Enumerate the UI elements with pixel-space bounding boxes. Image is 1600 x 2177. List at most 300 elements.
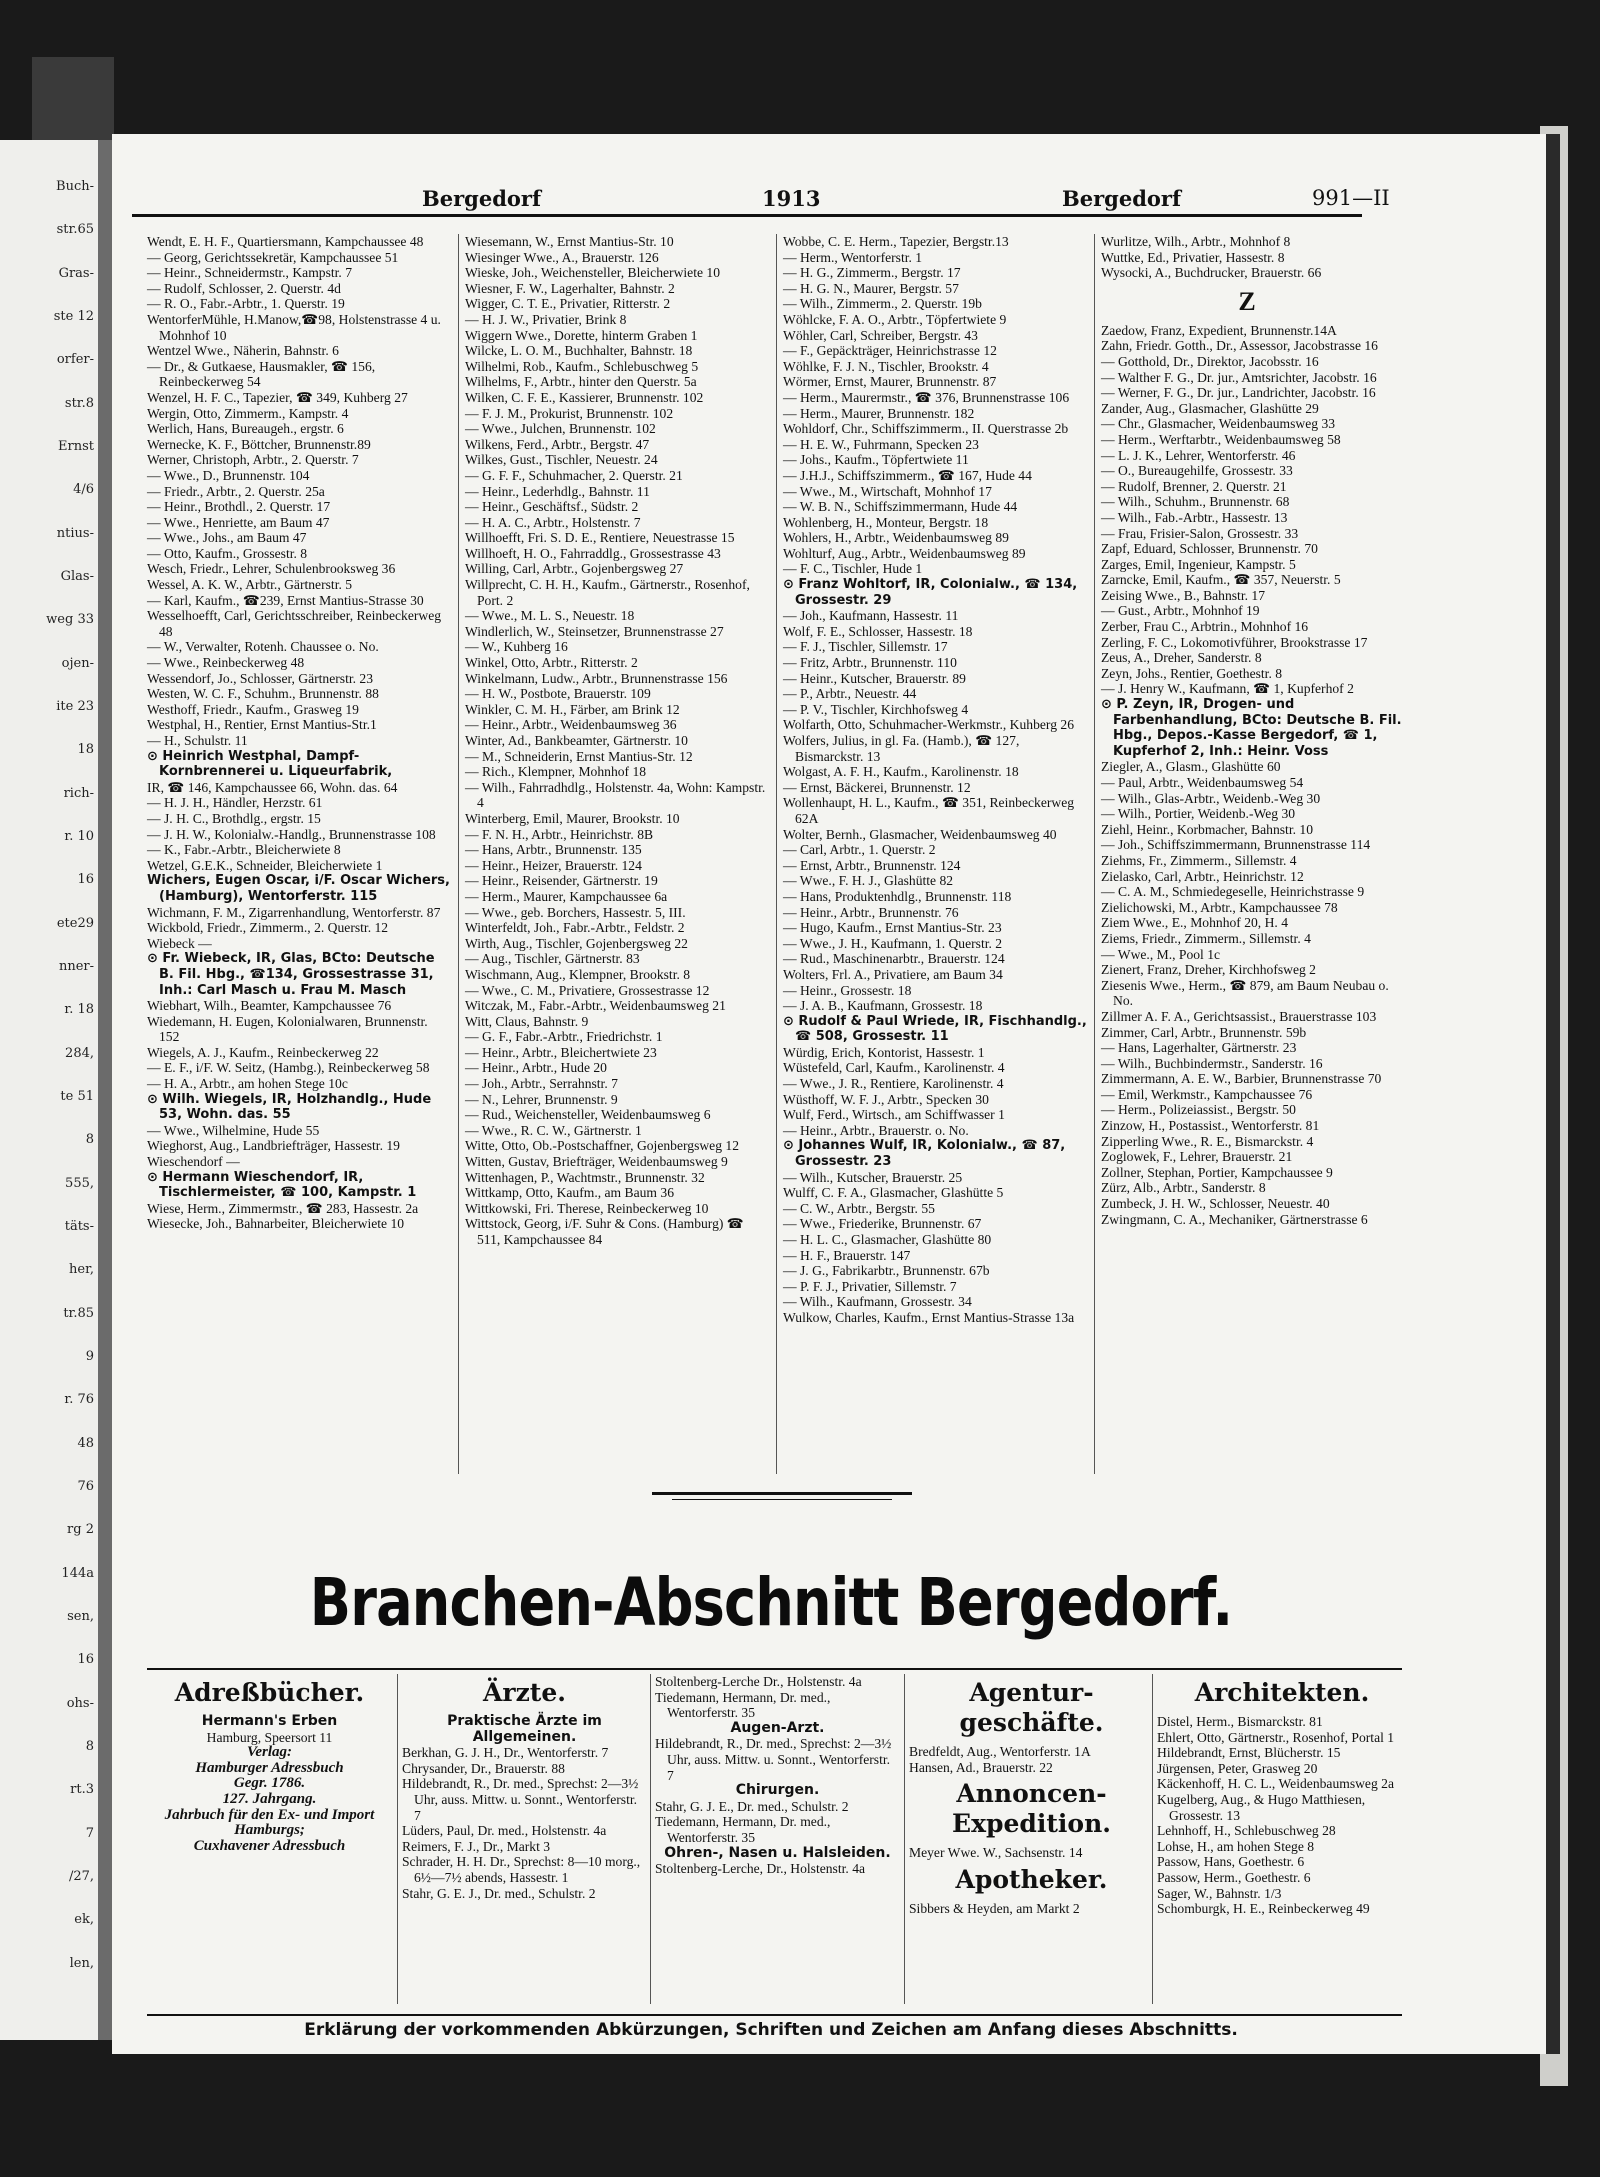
directory-entry: ⊙ Rudolf & Paul Wriede, IR, Fischhandlg., ☎ 508, Grossestr. 11 xyxy=(783,1013,1087,1045)
directory-entry: Ziem Wwe., E., Mohnhof 20, H. 4 xyxy=(1101,915,1289,931)
previous-page-fragment: r. 18 xyxy=(64,1002,94,1018)
previous-page-fragment: nner- xyxy=(58,959,94,974)
directory-entry: — Heinr., Arbtr., Weidenbaumsweg 36 xyxy=(465,717,677,733)
directory-entry: Willing, Carl, Arbtr., Gojenbergsweg 27 xyxy=(465,561,684,577)
directory-entry: Winterberg, Emil, Maurer, Brookstr. 10 xyxy=(465,810,680,826)
branch-subheading: Hermann's Erben xyxy=(201,1713,338,1729)
directory-entry: — Frau, Frisier-Salon, Grossestr. 33 xyxy=(1101,525,1299,541)
directory-entry: Wolfers, Julius, in gl. Fa. (Hamb.), ☎ 127, Bismarckstr. 13 xyxy=(783,733,1020,764)
directory-entry: Ziesenis Wwe., Herm., ☎ 879, am Baum Neubau o. No. xyxy=(1101,977,1389,1009)
directory-entry: Zaedow, Franz, Expedient, Brunnenstr.14A xyxy=(1101,322,1337,338)
directory-entry: — Joh., Kaufmann, Hassestr. 11 xyxy=(783,608,959,624)
directory-entry: — Wwe., geb. Borchers, Hassestr. 5, III. xyxy=(465,904,686,920)
branch-heading: Agentur- geschäfte. xyxy=(959,1678,1104,1737)
directory-entry: Winkelmann, Ludw., Arbtr., Brunnenstrasse 156 xyxy=(465,670,728,686)
previous-page-fragment: te 51 xyxy=(60,1089,94,1104)
directory-entry: — Hans, Arbtr., Brunnenstr. 135 xyxy=(465,842,642,858)
directory-entry: — Herm., Maurermstr., ☎ 376, Brunnenstrasse 106 xyxy=(783,389,1070,405)
directory-entry: — Werner, F. G., Dr. jur., Landrichter, Jacobstr. 16 xyxy=(1101,385,1376,401)
directory-entry: Wenzel, H. F. C., Tapezier, ☎ 349, Kuhberg 27 xyxy=(147,389,408,405)
branch-entry: Ehlert, Otto, Gärtnerstr., Rosenhof, Portal 1 xyxy=(1157,1729,1395,1745)
directory-entry: Wischmann, Aug., Klempner, Brookstr. 8 xyxy=(465,966,691,982)
directory-entry: — Gotthold, Dr., Direktor, Jacobsstr. 16 xyxy=(1101,353,1319,369)
previous-page-fragment: str.8 xyxy=(64,395,94,411)
directory-entry: — J. Henry W., Kaufmann, ☎ 1, Kupferhof 2 xyxy=(1101,681,1354,697)
branch-heading: Architekten. xyxy=(1194,1678,1370,1707)
directory-entry: Zipperling Wwe., R. E., Bismarckstr. 4 xyxy=(1101,1133,1314,1149)
directory-entry: Wulkow, Charles, Kaufm., Ernst Mantius-Strasse 13a xyxy=(783,1309,1075,1325)
previous-page-fragment: ntius- xyxy=(56,525,94,541)
directory-entry: Zerber, Frau C., Arbtrin., Mohnhof 16 xyxy=(1101,619,1309,635)
directory-entry: Westen, W. C. F., Schuhm., Brunnenstr. 88 xyxy=(147,686,379,702)
directory-entry: Wollenhaupt, H. L., Kaufm., ☎ 351, Reinbeckerweg 62A xyxy=(783,795,1075,826)
directory-entry: — Hans, Produktenhdlg., Brunnenstr. 118 xyxy=(783,888,1012,904)
directory-entry: — Rudolf, Schlosser, 2. Querstr. 4d xyxy=(147,280,341,296)
previous-page-fragment: sen, xyxy=(67,1609,94,1624)
running-header xyxy=(112,186,1422,226)
branchen-column-4 xyxy=(909,1674,1154,1916)
previous-page-fragment: str.65 xyxy=(56,222,94,238)
directory-entry: Witczak, M., Fabr.-Arbtr., Weidenbaumsweg 21 xyxy=(465,998,726,1014)
directory-entry: — Wwe., C. M., Privatiere, Grossestrasse 12 xyxy=(465,982,710,998)
directory-entry: — Heinr., Arbtr., Hude 20 xyxy=(465,1060,607,1076)
branch-entry: Sager, W., Bahnstr. 1/3 xyxy=(1157,1885,1282,1901)
previous-page-fragment: 7 xyxy=(85,1825,94,1841)
previous-page-fragment: 284, xyxy=(65,1045,94,1061)
previous-page-fragment: /27, xyxy=(68,1869,94,1884)
directory-entry: Zeising Wwe., B., Bahnstr. 17 xyxy=(1101,587,1265,603)
directory-entry: Zapf, Eduard, Schlosser, Brunnenstr. 70 xyxy=(1101,541,1318,557)
branch-entry: Hildebrandt, R., Dr. med., Sprechst: 2—3½ Uhr, auss. Mittw. u. Sonnt., Wentorferstr. 7 xyxy=(402,1776,639,1823)
directory-entry: Werner, Christoph, Arbtr., 2. Querstr. 7 xyxy=(147,452,359,468)
directory-entry: Wiesemann, W., Ernst Mantius-Str. 10 xyxy=(465,234,674,249)
branch-entry: Lohse, H., am hohen Stege 8 xyxy=(1157,1838,1315,1854)
branch-entry: Lehnhoff, H., Schlebuschweg 28 xyxy=(1157,1823,1336,1839)
branch-heading: Apotheker. xyxy=(955,1864,1108,1894)
directory-entry: — Wilh., Fab.-Arbtr., Hassestr. 13 xyxy=(1101,509,1288,525)
branchen-column-1 xyxy=(147,1674,392,1854)
directory-entry: Wieschendorf — xyxy=(147,1154,240,1170)
directory-entry: — H. L. C., Glasmacher, Glashütte 80 xyxy=(783,1232,992,1247)
directory-entry: — Friedr., Arbtr., 2. Querstr. 25a xyxy=(147,483,325,499)
column-divider xyxy=(1152,1674,1153,2004)
header-place-right: Bergedorf xyxy=(1062,186,1182,211)
directory-entry: — Wwe., Reinbeckerweg 48 xyxy=(147,655,305,671)
directory-entry: Wuttke, Ed., Privatier, Hassestr. 8 xyxy=(1101,249,1285,265)
column-divider xyxy=(397,1674,398,2004)
branch-entry: Schrader, H. H. Dr., Sprechst: 8—10 morg., 6½—7½ abends, Hassestr. 1 xyxy=(402,1854,641,1885)
branch-subheading: Augen-Arzt. xyxy=(730,1719,825,1736)
directory-entry: Wiebhart, Wilh., Beamter, Kampchaussee 76 xyxy=(147,998,392,1014)
directory-entry: — H. A. C., Arbtr., Holstenstr. 7 xyxy=(465,514,641,530)
directory-entry: Wüsthoff, W. F. J., Arbtr., Specken 30 xyxy=(783,1091,989,1107)
directory-entry: — Walther F. G., Dr. jur., Amtsrichter, Jacobstr. 16 xyxy=(1101,369,1377,385)
directory-entry: — Hans, Lagerhalter, Gärtnerstr. 23 xyxy=(1101,1040,1297,1056)
directory-entry: Wohlers, H., Arbtr., Weidenbaumsweg 89 xyxy=(783,530,1009,546)
column-3 xyxy=(783,234,1087,1326)
branch-heading: Annoncen- Expedition. xyxy=(952,1779,1111,1839)
directory-entry: Wickbold, Friedr., Zimmerm., 2. Querstr. 12 xyxy=(147,920,389,936)
branch-subheading: Ohren-, Nasen u. Halsleiden. xyxy=(664,1844,891,1861)
directory-entry: Wilhelmi, Rob., Kaufm., Schlebuschweg 5 xyxy=(465,358,699,374)
directory-entry: Westhoff, Friedr., Kaufm., Grasweg 19 xyxy=(147,701,359,717)
directory-entry: — Georg, Gerichtssekretär, Kampchaussee 51 xyxy=(147,249,399,265)
directory-entry: — Carl, Arbtr., 1. Querstr. 2 xyxy=(783,842,936,858)
directory-entry: — E. F., i/F. W. Seitz, (Hambg.), Reinbeckerweg 58 xyxy=(147,1060,430,1076)
previous-page-fragment: Glas- xyxy=(60,569,94,584)
directory-entry: — K., Fabr.-Arbtr., Bleicherwiete 8 xyxy=(147,842,341,858)
branch-entry: Tiedemann, Hermann, Dr. med., Wentorferstr. 35 xyxy=(655,1689,831,1721)
directory-entry: — Fritz, Arbtr., Brunnenstr. 110 xyxy=(783,655,957,671)
directory-entry: — Wwe., Julchen, Brunnenstr. 102 xyxy=(465,421,656,437)
directory-entry: — F. J., Tischler, Sillemstr. 17 xyxy=(783,639,948,655)
directory-entry: Wöhler, Carl, Schreiber, Bergstr. 43 xyxy=(783,327,978,343)
directory-entry: — Wilh., Buchbindermstr., Sanderstr. 16 xyxy=(1101,1055,1323,1071)
directory-entry: Würdig, Erich, Kontorist, Hassestr. 1 xyxy=(783,1044,985,1060)
directory-entry: Wilkes, Gust., Tischler, Neuestr. 24 xyxy=(465,452,658,468)
branch-entry: Hansen, Ad., Brauerstr. 22 xyxy=(909,1759,1053,1775)
previous-page-fragment: ohs- xyxy=(66,1695,94,1711)
directory-entry: Wessendorf, Jo., Schlosser, Gärtnerstr. 23 xyxy=(147,670,374,686)
directory-entry: — C. W., Arbtr., Bergstr. 55 xyxy=(783,1200,935,1216)
directory-entry: Wilkens, Ferd., Arbtr., Bergstr. 47 xyxy=(465,436,650,452)
directory-entry: — H. E. W., Fuhrmann, Specken 23 xyxy=(783,436,979,452)
branchen-column-2 xyxy=(402,1674,647,1901)
directory-entry: — Heinr., Arbtr., Brauerstr. o. No. xyxy=(783,1122,969,1138)
previous-page-fragment: 9 xyxy=(85,1349,94,1364)
directory-entry: — J. H. W., Kolonialw.-Handlg., Brunnenstrasse 108 xyxy=(147,826,436,842)
previous-page-fragment: orfer- xyxy=(56,352,94,368)
directory-entry: — Wilh., Schuhm., Brunnenstr. 68 xyxy=(1101,494,1290,510)
previous-page-strip xyxy=(0,140,101,2040)
directory-entry: — Chr., Glasmacher, Weidenbaumsweg 33 xyxy=(1101,416,1336,432)
directory-entry: Wesch, Friedr., Lehrer, Schulenbrooksweg 36 xyxy=(147,561,396,577)
directory-entry: — Rich., Klempner, Mohnhof 18 xyxy=(465,764,647,780)
directory-entry: — Wwe., R. C. W., Gärtnerstr. 1 xyxy=(465,1122,642,1138)
branchen-column-3 xyxy=(655,1674,900,1877)
branch-entry: Kugelberg, Aug., & Hugo Matthiesen, Grossestr. 13 xyxy=(1157,1791,1366,1823)
directory-entry: — Ernst, Arbtr., Brunnenstr. 124 xyxy=(783,857,961,873)
directory-columns xyxy=(147,234,1417,1494)
previous-page-fragment: ite 23 xyxy=(56,699,94,714)
branch-subheading: Jahrbuch für den Ex- und Import Hamburgs; xyxy=(164,1806,375,1839)
directory-entry: — G. F. F., Schuhmacher, 2. Querstr. 21 xyxy=(465,467,683,483)
branch-entry: Jürgensen, Peter, Grasweg 20 xyxy=(1157,1760,1318,1776)
directory-entry: Witten, Gustav, Briefträger, Weidenbaumsweg 9 xyxy=(465,1154,728,1170)
directory-entry: — Wwe., M., Wirtschaft, Mohnhof 17 xyxy=(783,483,992,499)
branch-subheading: Hamburg, Speersort 11 xyxy=(206,1729,333,1745)
directory-entry: Wigger, C. T. E., Privatier, Ritterstr. 2 xyxy=(465,296,671,312)
directory-entry: — F. J. M., Prokurist, Brunnenstr. 102 xyxy=(465,405,674,421)
directory-entry: Wichers, Eugen Oscar, i/F. Oscar Wichers, (Hamburg), Wentorferstr. 115 xyxy=(147,873,450,904)
directory-entry: — Heinr., Kutscher, Brauerstr. 89 xyxy=(783,670,966,686)
directory-entry: — Wwe., J. H., Kaufmann, 1. Querstr. 2 xyxy=(783,935,1003,951)
directory-entry: Wittenhagen, P., Wachtmstr., Brunnenstr. 32 xyxy=(465,1169,705,1185)
directory-entry: — W., Kuhberg 16 xyxy=(465,639,568,655)
branch-subheading: Cuxhavener Adressbuch xyxy=(193,1837,346,1854)
directory-entry: Zwingmann, C. A., Mechaniker, Gärtnerstrasse 6 xyxy=(1101,1211,1368,1227)
directory-entry: — Heinr., Reisender, Gärtnerstr. 19 xyxy=(465,873,658,889)
directory-entry: — H. G. N., Maurer, Bergstr. 57 xyxy=(783,280,959,296)
directory-entry: ⊙ P. Zeyn, IR, Drogen- und Farbenhandlung, BCto: Deutsche B. Fil. Hbg., Depos.-Kasse Bergedorf, ☎ 1, Kupferhof 2, Inh.: Heinr. Voss xyxy=(1101,697,1402,759)
directory-entry: Wohlenberg, H., Monteur, Bergstr. 18 xyxy=(783,514,989,530)
section-separator-thin xyxy=(672,1499,892,1500)
branchen-rule xyxy=(147,1668,1402,1670)
directory-entry: Wergin, Otto, Zimmerm., Kampstr. 4 xyxy=(147,405,349,421)
directory-entry: Zumbeck, J. H. W., Schlosser, Neuestr. 40 xyxy=(1101,1196,1330,1212)
branch-entry: Meyer Wwe. W., Sachsenstr. 14 xyxy=(909,1845,1083,1861)
directory-entry: — Heinr., Lederhdlg., Bahnstr. 11 xyxy=(465,483,650,499)
directory-entry: — Heinr., Grossestr. 18 xyxy=(783,982,912,998)
directory-entry: — H. A., Arbtr., am hohen Stege 10c xyxy=(147,1076,348,1092)
directory-entry: Zienert, Franz, Dreher, Kirchhofsweg 2 xyxy=(1101,962,1316,978)
directory-entry: — Wilh., Portier, Weidenb.-Weg 30 xyxy=(1101,806,1296,822)
directory-entry: Wiedemann, H. Eugen, Kolonialwaren, Brunnenstr. 152 xyxy=(147,1013,428,1045)
directory-entry: — G. F., Fabr.-Arbtr., Friedrichstr. 1 xyxy=(465,1029,663,1045)
branch-subheading: Verlag: xyxy=(247,1744,292,1761)
directory-entry: Wiese, Herm., Zimmermstr., ☎ 283, Hassestr. 2a xyxy=(147,1200,419,1216)
directory-entry: Zürz, Alb., Arbtr., Sanderstr. 8 xyxy=(1101,1180,1266,1196)
directory-entry: — P. V., Tischler, Kirchhofsweg 4 xyxy=(783,701,969,717)
directory-entry: — Hugo, Kaufm., Ernst Mantius-Str. 23 xyxy=(783,920,1002,936)
header-year: 1913 xyxy=(762,186,821,211)
previous-page-fragment: 48 xyxy=(77,1435,94,1451)
previous-page-fragment: ojen- xyxy=(61,655,94,671)
directory-entry: Zarncke, Emil, Kaufm., ☎ 357, Neuerstr. 5 xyxy=(1101,572,1341,588)
directory-entry: Wulf, Ferd., Wirtsch., am Schiffwasser 1 xyxy=(783,1107,1005,1123)
directory-entry: ⊙ Wilh. Wiegels, IR, Holzhandlg., Hude 53, Wohn. das. 55 xyxy=(147,1091,432,1123)
directory-entry: — F. C., Tischler, Hude 1 xyxy=(783,561,923,577)
directory-entry: Wöhlcke, F. A. O., Arbtr., Töpfertwiete 9 xyxy=(783,311,1007,327)
directory-entry: — F. N. H., Arbtr., Heinrichstr. 8B xyxy=(465,826,654,842)
previous-page-fragment: 18 xyxy=(77,742,94,758)
directory-entry: Zarges, Emil, Ingenieur, Kampstr. 5 xyxy=(1101,556,1296,572)
directory-entry: Zimmer, Carl, Arbtr., Brunnenstr. 59b xyxy=(1101,1024,1307,1040)
directory-entry: Zahn, Friedr. Gotth., Dr., Assessor, Jacobstrasse 16 xyxy=(1101,338,1378,354)
previous-page-fragment: her, xyxy=(69,1262,94,1278)
directory-entry: — Wwe., Friederike, Brunnenstr. 67 xyxy=(783,1216,982,1232)
directory-entry: — Herm., Wentorferstr. 1 xyxy=(783,249,923,265)
directory-entry: — Heinr., Arbtr., Bleichertwiete 23 xyxy=(465,1044,657,1060)
directory-entry: — P. F. J., Privatier, Sillemstr. 7 xyxy=(783,1278,957,1294)
branch-entry: Passow, Hans, Goethestr. 6 xyxy=(1157,1854,1305,1870)
directory-entry: — Wwe., D., Brunnenstr. 104 xyxy=(147,467,310,483)
directory-entry: Zielichowski, M., Arbtr., Kampchaussee 78 xyxy=(1101,899,1338,915)
directory-entry: Wiegels, A. J., Kaufm., Reinbeckerweg 22 xyxy=(147,1044,379,1060)
directory-entry: Wöhlke, F. J. N., Tischler, Brookstr. 4 xyxy=(783,358,989,374)
previous-page-fragment: 555, xyxy=(65,1175,94,1191)
directory-entry: — Wilh., Kutscher, Brauerstr. 25 xyxy=(783,1169,963,1185)
directory-entry: — Wwe., M., Pool 1c xyxy=(1101,946,1221,962)
directory-entry: — Rudolf, Brenner, 2. Querstr. 21 xyxy=(1101,478,1287,494)
directory-entry: — Ernst, Bäckerei, Brunnenstr. 12 xyxy=(783,779,971,795)
directory-entry: IR, ☎ 146, Kampchaussee 66, Wohn. das. 64 xyxy=(147,779,398,795)
directory-entry: Wilcke, L. O. M., Buchhalter, Bahnstr. 18 xyxy=(465,343,693,359)
directory-entry: — Heinr., Schneidermstr., Kampstr. 7 xyxy=(147,265,353,281)
directory-entry: — Johs., Kaufm., Töpfertwiete 11 xyxy=(783,452,969,468)
directory-entry: Wulff, C. F. A., Glasmacher, Glashütte 5 xyxy=(783,1185,1004,1201)
previous-page-fragment: 8 xyxy=(85,1739,94,1754)
directory-entry: Wessel, A. K. W., Arbtr., Gärtnerstr. 5 xyxy=(147,577,353,593)
directory-entry: Wysocki, A., Buchdrucker, Brauerstr. 66 xyxy=(1101,265,1322,281)
directory-entry: Wernecke, K. F., Böttcher, Brunnenstr.89 xyxy=(147,436,371,452)
directory-entry: Witt, Claus, Bahnstr. 9 xyxy=(465,1013,589,1029)
directory-entry: Wendt, E. H. F., Quartiersmann, Kampchaussee 48 xyxy=(147,234,424,249)
branch-entry: Chrysander, Dr., Brauerstr. 88 xyxy=(402,1760,565,1776)
previous-page-fragment: 144a xyxy=(61,1565,94,1581)
branch-entry: Hildebrandt, R., Dr. med., Sprechst: 2—3½ Uhr, auss. Mittw. u. Sonnt., Wentorferstr. 7 xyxy=(655,1736,892,1783)
branch-entry: Stahr, G. E. J., Dr. med., Schulstr. 2 xyxy=(402,1885,596,1901)
branch-subheading: Chirurgen. xyxy=(735,1782,820,1799)
previous-page-fragment: Gras- xyxy=(58,265,94,281)
directory-entry: Wolters, Frl. A., Privatiere, am Baum 34 xyxy=(783,966,1003,982)
directory-entry: — Wwe., M. L. S., Neuestr. 18 xyxy=(465,608,635,624)
directory-entry: — Otto, Kaufm., Grossestr. 8 xyxy=(147,545,308,561)
previous-page-fragment: 4/6 xyxy=(73,482,94,498)
directory-entry: Ziehms, Fr., Zimmerm., Sillemstr. 4 xyxy=(1101,852,1297,868)
branch-entry: Käckenhoff, H. C. L., Weidenbaumsweg 2a xyxy=(1157,1776,1394,1792)
book-gutter xyxy=(98,140,112,2040)
directory-entry: Witte, Otto, Ob.-Postschaffner, Gojenbergsweg 12 xyxy=(465,1138,740,1154)
previous-page-fragment: weg 33 xyxy=(46,612,94,628)
directory-entry: Windlerlich, W., Steinsetzer, Brunnenstrasse 27 xyxy=(465,623,724,639)
directory-entry: — J. A. B., Kaufmann, Grossestr. 18 xyxy=(783,998,983,1014)
directory-entry: Wohldorf, Chr., Schiffszimmerm., II. Querstrasse 2b xyxy=(783,421,1069,437)
branch-entry: Sibbers & Heyden, am Markt 2 xyxy=(909,1900,1080,1916)
directory-entry: Willhoefft, Fri. S. D. E., Rentiere, Neuestrasse 15 xyxy=(465,530,735,546)
directory-page xyxy=(112,134,1560,2054)
directory-entry: — Heinr., Geschäftsf., Südstr. 2 xyxy=(465,499,639,515)
directory-entry: Wittstock, Georg, i/F. Suhr & Cons. (Hamburg) ☎ 511, Kampchaussee 84 xyxy=(465,1216,744,1247)
directory-entry: — Heinr., Arbtr., Brunnenstr. 76 xyxy=(783,904,959,920)
directory-entry: — J. G., Fabrikarbtr., Brunnenstr. 67b xyxy=(783,1263,990,1279)
directory-entry: — Herm., Maurer, Kampchaussee 6a xyxy=(465,888,668,904)
column-divider xyxy=(776,234,777,1474)
directory-entry: — Rud., Weichensteller, Weidenbaumsweg 6 xyxy=(465,1107,711,1123)
directory-entry: Zeyn, Johs., Rentier, Goethestr. 8 xyxy=(1101,665,1283,681)
directory-entry: — Emil, Werkmstr., Kampchaussee 76 xyxy=(1101,1086,1313,1102)
directory-entry: — Heinr., Brothdl., 2. Querstr. 17 xyxy=(147,499,331,515)
directory-entry: — Joh., Arbtr., Serrahnstr. 7 xyxy=(465,1076,618,1092)
letter-heading: Z xyxy=(1238,286,1256,316)
branchen-columns xyxy=(147,1674,1407,2014)
directory-entry: Zollner, Stephan, Portier, Kampchaussee 9 xyxy=(1101,1164,1333,1180)
section-separator xyxy=(652,1492,912,1495)
directory-entry: Winkel, Otto, Arbtr., Ritterstr. 2 xyxy=(465,655,638,671)
directory-entry: WentorferMühle, H.Manow,☎98, Holstenstrasse 4 u. Mohnhof 10 xyxy=(147,311,441,343)
branch-entry: Tiedemann, Hermann, Dr. med., Wentorferstr. 35 xyxy=(655,1814,831,1845)
branch-subheading: Gegr. 1786. xyxy=(233,1775,306,1792)
directory-entry: — W. B. N., Schiffszimmermann, Hude 44 xyxy=(783,499,1018,515)
directory-entry: — W., Verwalter, Rotenh. Chaussee o. No. xyxy=(147,639,379,655)
directory-entry: Zillmer A. F. A., Gerichtsassist., Brauerstrasse 103 xyxy=(1101,1008,1377,1024)
previous-page-fragment: ste 12 xyxy=(53,309,94,324)
previous-page-fragment: täts- xyxy=(64,1219,94,1234)
directory-entry: Wolgast, A. F. H., Kaufm., Karolinenstr. 18 xyxy=(783,764,1019,780)
directory-entry: — J. H. C., Brothdlg., ergstr. 15 xyxy=(147,810,321,826)
directory-entry: Winkler, C. M. H., Färber, am Brink 12 xyxy=(465,701,680,717)
footer-rule xyxy=(147,2014,1402,2016)
previous-page-fragment: 76 xyxy=(77,1479,94,1494)
directory-entry: — P., Arbtr., Neuestr. 44 xyxy=(783,686,917,702)
directory-entry: Wilhelms, F., Arbtr., hinter den Querstr. 5a xyxy=(465,374,697,390)
column-divider xyxy=(650,1674,651,2004)
directory-entry: Wiggern Wwe., Dorette, hinterm Graben 1 xyxy=(465,327,698,343)
directory-entry: Zimmermann, A. E. W., Barbier, Brunnenstrasse 70 xyxy=(1101,1071,1382,1087)
directory-entry: ⊙ Hermann Wieschendorf, IR, Tischlermeister, ☎ 100, Kampstr. 1 xyxy=(147,1169,417,1201)
directory-entry: — F., Gepäckträger, Heinrichstrasse 12 xyxy=(783,343,997,359)
branch-heading: Ärzte. xyxy=(483,1678,566,1707)
directory-entry: — O., Bureaugehilfe, Grossestr. 33 xyxy=(1101,463,1293,479)
directory-entry: Wiesinger Wwe., A., Brauerstr. 126 xyxy=(465,249,659,265)
directory-entry: — Wwe., Wilhelmine, Hude 55 xyxy=(147,1122,320,1138)
column-divider xyxy=(904,1674,905,2004)
directory-entry: Winter, Ad., Bankbeamter, Gärtnerstr. 10 xyxy=(465,733,688,748)
directory-entry: Wiebeck — xyxy=(147,935,212,951)
directory-entry: — C. A. M., Schmiedegeselle, Heinrichstrasse 9 xyxy=(1101,884,1365,900)
footer-note: Erklärung der vorkommenden Abkürzungen, Schriften und Zeichen am Anfang dieses Abschnitts. xyxy=(304,2020,1238,2040)
directory-entry: Wentzel Wwe., Näherin, Bahnstr. 6 xyxy=(147,343,339,359)
branchen-title: Branchen-Abschnitt Bergedorf. xyxy=(309,1564,1233,1641)
directory-entry: Zerling, F. C., Lokomotivführer, Brookstrasse 17 xyxy=(1101,634,1368,650)
directory-entry: Wittkamp, Otto, Kaufm., am Baum 36 xyxy=(465,1185,674,1201)
previous-page-fragment: r. 76 xyxy=(64,1392,94,1408)
previous-page-fragment: len, xyxy=(69,1955,94,1971)
directory-entry: Wieghorst, Aug., Landbriefträger, Hassestr. 19 xyxy=(147,1138,400,1154)
previous-page-fragment: Ernst xyxy=(58,439,94,454)
previous-page-fragment: rich- xyxy=(63,785,94,801)
directory-entry: — Herm., Werftarbtr., Weidenbaumsweg 58 xyxy=(1101,431,1341,447)
previous-page-fragment: ete29 xyxy=(56,915,94,931)
branch-heading: Adreßbücher. xyxy=(174,1678,365,1707)
directory-entry: — Wwe., Johs., am Baum 47 xyxy=(147,530,307,546)
previous-page-fragment: tr.85 xyxy=(63,1305,94,1321)
directory-entry: — R. O., Fabr.-Arbtr., 1. Querstr. 19 xyxy=(147,296,345,312)
directory-entry: — H. F., Brauerstr. 147 xyxy=(783,1247,911,1263)
directory-entry: — H. J. H., Händler, Herzstr. 61 xyxy=(147,795,323,811)
directory-entry: — Wilh., Kaufmann, Grossestr. 34 xyxy=(783,1294,972,1310)
directory-entry: Wichmann, F. M., Zigarrenhandlung, Wentorferstr. 87 xyxy=(147,904,441,920)
directory-entry: — Wwe., J. R., Rentiere, Karolinenstr. 4 xyxy=(783,1076,1004,1092)
directory-entry: Wiesner, F. W., Lagerhalter, Bahnstr. 2 xyxy=(465,280,675,296)
directory-entry: Wolfarth, Otto, Schuhmacher-Werkmstr., Kuhberg 26 xyxy=(783,717,1074,733)
directory-entry: Wolf, F. E., Schlosser, Hassestr. 18 xyxy=(783,623,973,639)
branch-entry: Bredfeldt, Aug., Wentorferstr. 1A xyxy=(909,1744,1091,1759)
directory-entry: Wobbe, C. E. Herm., Tapezier, Bergstr.13 xyxy=(783,234,1009,249)
previous-page-fragment: 8 xyxy=(85,1132,94,1148)
directory-entry: Willhoeft, H. O., Fahrraddlg., Grossestrasse 43 xyxy=(465,545,721,561)
directory-entry: Wurlitze, Wilh., Arbtr., Mohnhof 8 xyxy=(1101,234,1291,249)
column-2 xyxy=(465,234,769,1248)
branch-entry: Stahr, G. J. E., Dr. med., Schulstr. 2 xyxy=(655,1798,849,1814)
previous-page-fragment: rt.3 xyxy=(70,1782,94,1798)
branch-entry: Stoltenberg-Lerche, Dr., Holstenstr. 4a xyxy=(655,1861,866,1877)
previous-page-fragment: rg 2 xyxy=(67,1522,94,1538)
directory-entry: Wittkowski, Fri. Therese, Reinbeckerweg 10 xyxy=(465,1200,709,1216)
directory-entry: Winterfeldt, Joh., Fabr.-Arbtr., Feldstr. 2 xyxy=(465,920,685,936)
directory-entry: ⊙ Fr. Wiebeck, IR, Glas, BCto: Deutsche B. Fil. Hbg., ☎134, Grossestrasse 31, Inh.: Carl Masch u. Frau M. Masch xyxy=(147,951,435,998)
directory-entry: — Herm., Polizeiassist., Bergstr. 50 xyxy=(1101,1102,1296,1118)
directory-entry: Wesselhoefft, Carl, Gerichtsschreiber, Reinbeckerweg 48 xyxy=(147,608,442,639)
column-divider xyxy=(1094,234,1095,1474)
directory-entry: — Wilh., Fahrradhdlg., Holstenstr. 4a, Wohn: Kampstr. 4 xyxy=(465,779,766,811)
directory-entry: Zoglowek, F., Lehrer, Brauerstr. 21 xyxy=(1101,1149,1293,1165)
directory-entry: — Gust., Arbtr., Mohnhof 19 xyxy=(1101,603,1260,619)
directory-entry: Ziegler, A., Glasm., Glashütte 60 xyxy=(1101,759,1281,775)
branch-entry: Berkhan, G. J. H., Dr., Wentorferstr. 7 xyxy=(402,1745,609,1761)
previous-page-fragment: 16 xyxy=(77,1652,94,1668)
previous-page-fragment: ek, xyxy=(74,1912,94,1928)
